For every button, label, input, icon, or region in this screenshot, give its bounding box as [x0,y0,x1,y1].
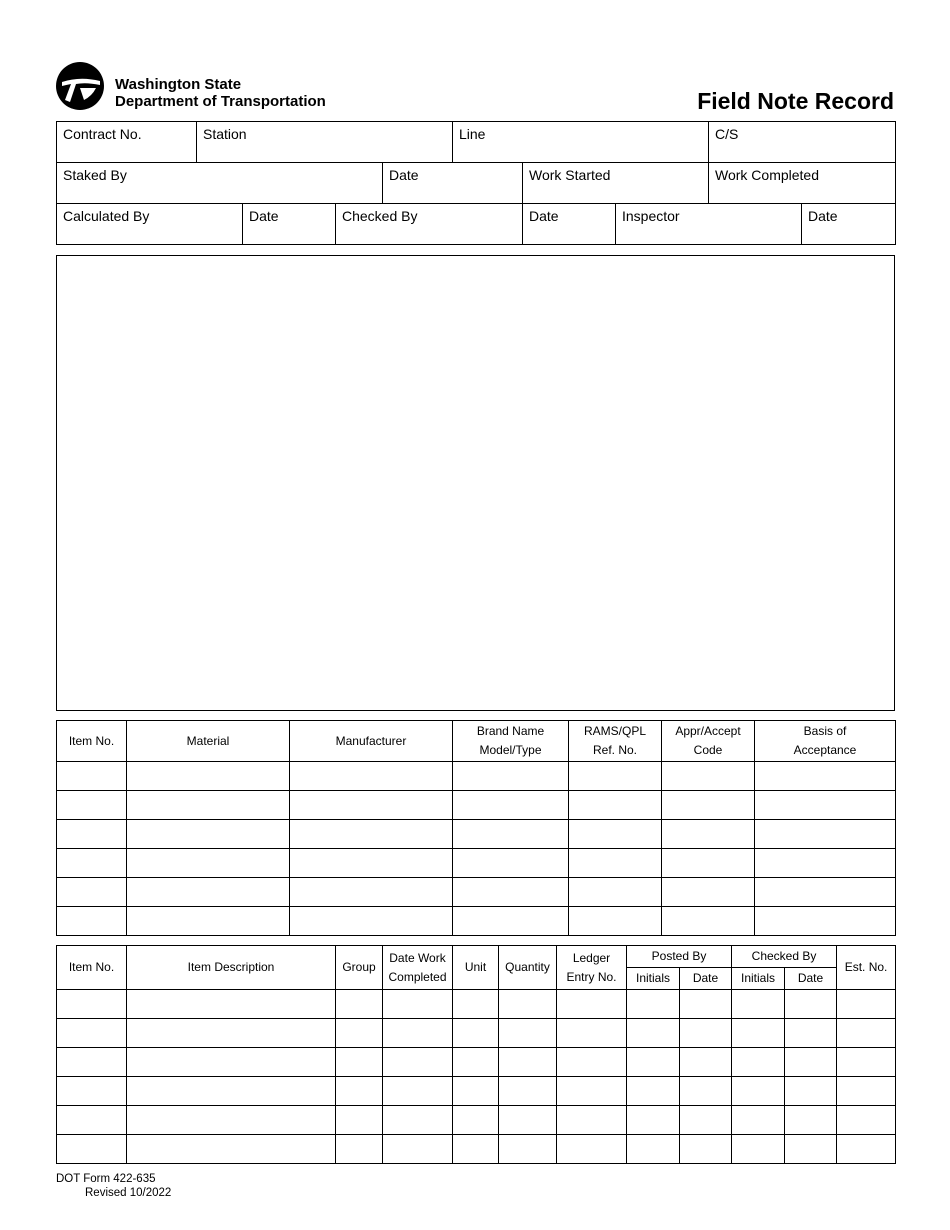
items-col-date-work-line1: Date Work [389,950,446,965]
work-started-field[interactable] [523,163,709,204]
calculated-by-field[interactable] [57,204,243,245]
items-table-cell[interactable] [57,1019,127,1048]
materials-table-cell[interactable] [662,849,755,878]
items-table-cell[interactable] [57,1048,127,1077]
mat-col-brand [453,721,569,762]
items-table-row [57,1048,896,1077]
agency-line-2: Department of Transportation [115,93,326,110]
items-col-date-work [383,946,453,990]
materials-table-row [57,762,896,791]
work-completed-field[interactable] [709,163,896,204]
items-table-cell[interactable] [336,1048,383,1077]
line-field[interactable] [453,122,709,163]
items-table-row [57,1077,896,1106]
items-col-ledger [557,946,627,990]
materials-table-cell[interactable] [127,878,290,907]
field-notes-area[interactable] [56,255,895,711]
items-table-cell[interactable] [837,990,896,1019]
items-table-cell[interactable] [680,990,732,1019]
materials-table-cell[interactable] [57,791,127,820]
items-table-row [57,1135,896,1164]
line-label: Line [459,126,486,142]
cs-label: C/S [715,126,739,142]
items-table-cell[interactable] [557,1106,627,1135]
mat-col-manufacturer: Manufacturer [290,721,453,762]
materials-table-cell[interactable] [127,791,290,820]
materials-table-row [57,820,896,849]
materials-table-cell[interactable] [569,849,662,878]
materials-table-cell[interactable] [57,849,127,878]
info-table-row-3 [56,203,896,245]
items-table-cell[interactable] [732,1048,785,1077]
inspector-date-field[interactable] [802,204,896,245]
items-table-cell[interactable] [627,1048,680,1077]
items-table-cell[interactable] [557,990,627,1019]
contract-no-field[interactable] [57,122,197,163]
items-table-cell[interactable] [557,1048,627,1077]
items-col-est-no: Est. No. [837,946,896,990]
items-table-row [57,990,896,1019]
materials-body [57,762,896,936]
materials-table-cell[interactable] [57,907,127,936]
materials-table-cell[interactable] [569,820,662,849]
items-table-row [57,1019,896,1048]
items-table-cell[interactable] [732,1106,785,1135]
items-table-cell[interactable] [680,1106,732,1135]
mat-col-basis-line1: Basis of [803,724,847,738]
info-table-row-2 [56,162,896,204]
inspector-field[interactable] [616,204,802,245]
items-table-cell[interactable] [336,1077,383,1106]
items-col-description: Item Description [127,946,336,990]
mat-col-appr-line1: Appr/Accept [675,724,741,738]
items-table-cell[interactable] [680,1135,732,1164]
items-table-cell[interactable] [785,990,837,1019]
items-table-cell[interactable] [336,990,383,1019]
mat-col-rams-line1: RAMS/QPL [583,724,646,738]
materials-table-cell[interactable] [755,878,896,907]
items-table-cell[interactable] [57,1135,127,1164]
materials-table-cell[interactable] [57,820,127,849]
items-table-row [57,1106,896,1135]
mat-col-brand-line2: Model/Type [479,743,542,757]
items-table-cell[interactable] [383,1019,453,1048]
items-table-cell[interactable] [383,1106,453,1135]
items-table-cell[interactable] [837,1106,896,1135]
items-col-posted-initials: Initials [627,968,680,990]
materials-table-cell[interactable] [453,820,569,849]
materials-table-cell[interactable] [755,820,896,849]
items-table-cell[interactable] [499,990,557,1019]
materials-table-cell[interactable] [662,820,755,849]
materials-table-cell[interactable] [755,791,896,820]
form-footer [56,1172,171,1200]
items-table-cell[interactable] [785,1048,837,1077]
calculated-date-field[interactable] [243,204,336,245]
inspector-date-label: Date [808,208,838,224]
items-table-cell[interactable] [627,1135,680,1164]
materials-table-cell[interactable] [127,849,290,878]
items-table-cell[interactable] [336,1019,383,1048]
materials-table-cell[interactable] [755,849,896,878]
items-col-posted-by: Posted By [627,946,732,968]
materials-table-cell[interactable] [569,907,662,936]
revised-date: Revised 10/2022 [85,1187,172,1199]
materials-table-cell[interactable] [453,907,569,936]
materials-table-cell[interactable] [127,762,290,791]
items-table-cell[interactable] [453,990,499,1019]
materials-table-cell[interactable] [127,820,290,849]
items-col-ledger-line1: Ledger [572,950,611,965]
page-title: Field Note Record [697,88,894,114]
materials-table-cell[interactable] [453,878,569,907]
items-table-cell[interactable] [127,1106,336,1135]
materials-table-cell[interactable] [290,907,453,936]
items-col-date-work-line2: Completed [388,969,447,984]
materials-table-cell[interactable] [290,849,453,878]
items-table [56,945,896,1164]
staked-date-label: Date [389,167,419,183]
items-table-cell[interactable] [680,1048,732,1077]
items-table-cell[interactable] [499,1106,557,1135]
materials-table-cell[interactable] [755,762,896,791]
materials-table-cell[interactable] [453,791,569,820]
mat-col-basis [755,721,896,762]
work-completed-label: Work Completed [715,167,820,183]
materials-table-row [57,791,896,820]
materials-table-row [57,878,896,907]
items-table-cell[interactable] [785,1019,837,1048]
inspector-label: Inspector [622,208,680,224]
items-col-posted-date: Date [680,968,732,990]
items-col-checked-by: Checked By [732,946,837,968]
materials-table-cell[interactable] [57,878,127,907]
items-table-cell[interactable] [127,1048,336,1077]
mat-col-appr [662,721,755,762]
materials-table-cell[interactable] [662,878,755,907]
items-table-cell[interactable] [837,1077,896,1106]
agency-line-1: Washington State [115,76,242,93]
items-table-cell[interactable] [383,990,453,1019]
materials-header-row [57,721,896,762]
checked-by-label: Checked By [342,208,418,224]
materials-table-cell[interactable] [290,762,453,791]
checked-date-field[interactable] [523,204,616,245]
items-table-cell[interactable] [785,1106,837,1135]
items-col-group: Group [336,946,383,990]
items-table-cell[interactable] [557,1077,627,1106]
items-col-item-no: Item No. [57,946,127,990]
materials-table-cell[interactable] [662,907,755,936]
staked-date-field[interactable] [383,163,523,204]
agency-name [115,76,326,110]
calculated-date-label: Date [249,208,279,224]
items-table-cell[interactable] [557,1135,627,1164]
items-table-cell[interactable] [127,990,336,1019]
materials-table-cell[interactable] [453,762,569,791]
items-table-cell[interactable] [837,1048,896,1077]
items-table-cell[interactable] [57,1077,127,1106]
materials-table [56,720,896,936]
items-table-cell[interactable] [732,1135,785,1164]
items-table-cell[interactable] [336,1106,383,1135]
items-table-cell[interactable] [499,1019,557,1048]
items-table-cell[interactable] [627,1019,680,1048]
items-table-cell[interactable] [837,1135,896,1164]
materials-table-cell[interactable] [290,820,453,849]
items-table-cell[interactable] [837,1019,896,1048]
items-table-cell[interactable] [499,1048,557,1077]
materials-table-cell[interactable] [569,878,662,907]
items-table-cell[interactable] [499,1077,557,1106]
mat-col-brand-line1: Brand Name [476,724,545,738]
items-table-cell[interactable] [383,1077,453,1106]
items-table-cell[interactable] [499,1135,557,1164]
items-col-quantity: Quantity [499,946,557,990]
items-table-cell[interactable] [453,1048,499,1077]
items-table-cell[interactable] [57,1106,127,1135]
mat-col-basis-line2: Acceptance [793,743,857,757]
items-table-cell[interactable] [127,1135,336,1164]
materials-table-cell[interactable] [290,878,453,907]
items-table-cell[interactable] [627,1077,680,1106]
items-table-cell[interactable] [785,1135,837,1164]
materials-table-cell[interactable] [453,849,569,878]
items-table-cell[interactable] [336,1135,383,1164]
checked-by-field[interactable] [336,204,523,245]
materials-table-cell[interactable] [290,791,453,820]
items-table-cell[interactable] [732,1077,785,1106]
materials-table-cell[interactable] [755,907,896,936]
items-header-row [57,946,896,968]
staked-by-field[interactable] [57,163,383,204]
materials-table-row [57,849,896,878]
materials-table-cell[interactable] [57,762,127,791]
materials-table-row [57,907,896,936]
items-body [57,990,896,1164]
calculated-by-label: Calculated By [63,208,150,224]
items-table-cell[interactable] [680,1019,732,1048]
items-table-cell[interactable] [732,1019,785,1048]
items-col-ledger-line2: Entry No. [566,969,617,984]
items-table-cell[interactable] [383,1135,453,1164]
mat-col-rams-line2: Ref. No. [592,743,637,757]
items-table-cell[interactable] [785,1077,837,1106]
items-table-cell[interactable] [57,990,127,1019]
station-label: Station [203,126,247,142]
mat-col-material: Material [127,721,290,762]
staked-by-label: Staked By [63,167,127,183]
items-table-cell[interactable] [627,990,680,1019]
mat-col-appr-line2: Code [693,743,723,757]
items-col-unit: Unit [453,946,499,990]
items-table-cell[interactable] [732,990,785,1019]
items-table-cell[interactable] [453,1135,499,1164]
mat-col-rams [569,721,662,762]
items-table-cell[interactable] [680,1077,732,1106]
form-number: DOT Form 422-635 [56,1173,156,1185]
items-table-cell[interactable] [383,1048,453,1077]
materials-table-cell[interactable] [662,762,755,791]
cs-field[interactable] [709,122,896,163]
items-col-checked-date: Date [785,968,837,990]
materials-table-cell[interactable] [662,791,755,820]
station-field[interactable] [197,122,453,163]
items-table-cell[interactable] [557,1019,627,1048]
items-table-cell[interactable] [127,1019,336,1048]
materials-table-cell[interactable] [569,791,662,820]
work-started-label: Work Started [529,167,611,183]
items-table-cell[interactable] [127,1077,336,1106]
items-col-checked-initials: Initials [732,968,785,990]
checked-date-label: Date [529,208,559,224]
materials-table-cell[interactable] [127,907,290,936]
wsdot-logo-icon [56,62,104,110]
items-table-cell[interactable] [627,1106,680,1135]
materials-table-cell[interactable] [569,762,662,791]
mat-col-item-no: Item No. [57,721,127,762]
info-table-row-1 [56,121,896,163]
items-table-cell[interactable] [453,1106,499,1135]
contract-no-label: Contract No. [63,126,142,142]
items-table-cell[interactable] [453,1019,499,1048]
items-table-cell[interactable] [453,1077,499,1106]
